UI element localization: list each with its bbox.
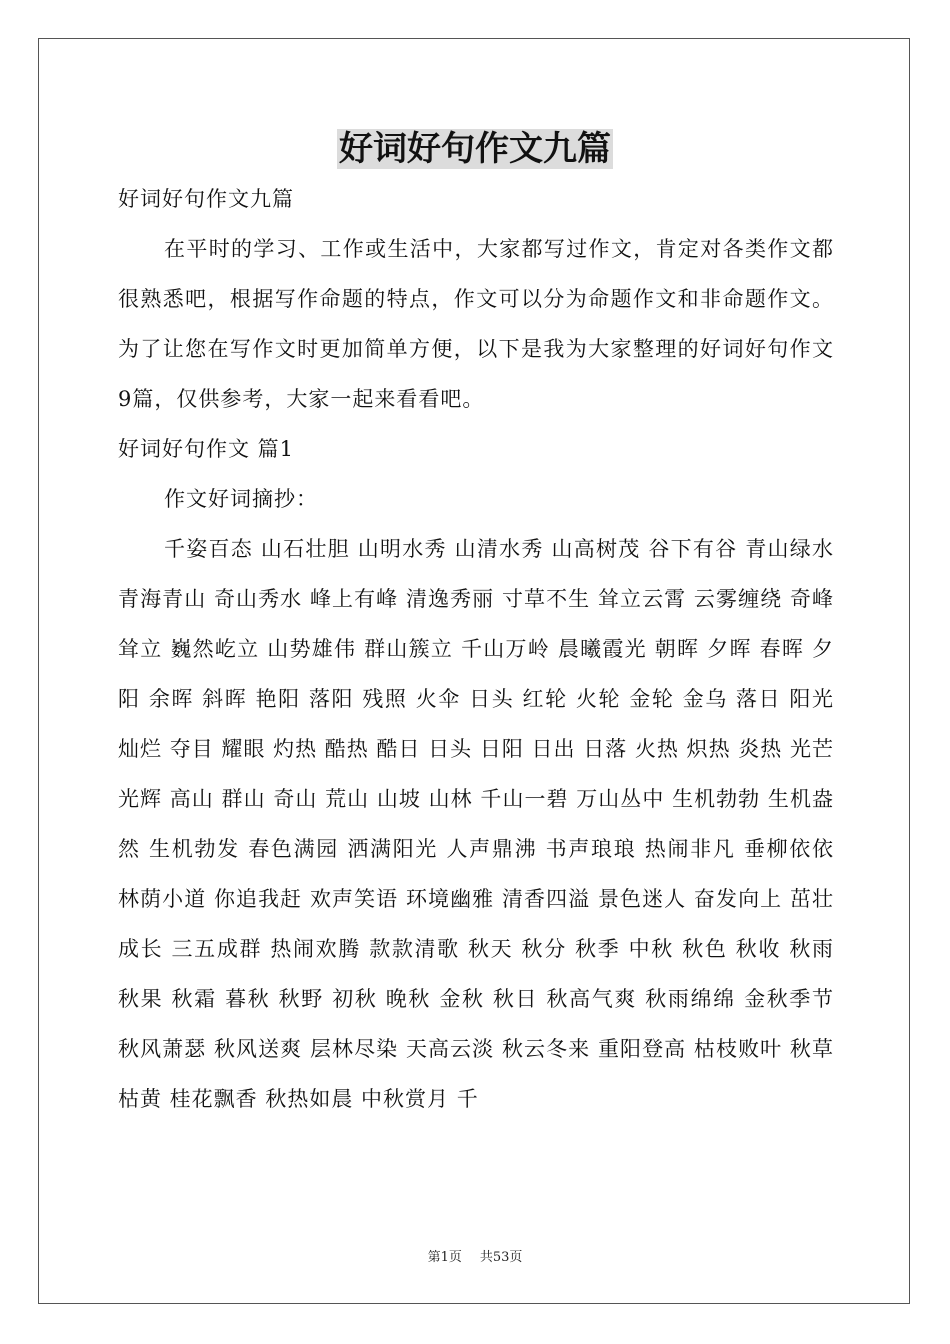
page-number-total: 共53页 xyxy=(479,1250,523,1265)
subtitle-line: 好词好句作文九篇 xyxy=(118,187,294,211)
document-body xyxy=(118,174,834,1124)
intro-paragraph: 在平时的学习、工作或生活中，大家都写过作文，肯定对各类作文都很熟悉吧，根据写作命题的特点，作文可以分为命题作文和非命题作文。为了让您在写作文时更加简单方便，以下是我为大家整理的好词好句作文9篇，仅供参考，大家一起来看看吧。 xyxy=(118,237,834,411)
page-number-current: 第1页 xyxy=(427,1250,462,1265)
section-heading: 好词好句作文 篇1 xyxy=(118,437,295,461)
excerpt-label: 作文好词摘抄： xyxy=(164,487,318,511)
document-title-text: 好词好句作文九篇 xyxy=(339,129,611,169)
word-list-paragraph: 千姿百态 山石壮胆 山明水秀 山清水秀 山高树茂 谷下有谷 青山绿水 青海青山 奇山秀水 峰上有峰 清逸秀丽 寸草不生 耸立云霄 云雾缠绕 奇峰耸立 巍然屹立 山势雄伟 群山簇立 千山万岭 晨曦霞光 朝晖 夕晖 春晖 夕阳 余晖 斜晖 艳阳 落阳 残照 火伞 日头 红轮 火轮 金轮 金乌 落日 阳光 灿烂 夺目 耀眼 灼热 酷热 酷日 日头 日阳 日出 日落 火热 炽热 炎热 光芒 光辉 高山 群山 奇山 荒山 山坡 山林 千山一碧 万山丛中 生机勃勃 生机盎然 生机勃发 春色满园 洒满阳光 人声鼎沸 书声琅琅 热闹非凡 垂柳依依 林荫小道 你追我赶 欢声笑语 环境幽雅 清香四溢 景色迷人 奋发向上 茁壮成长 三五成群 热闹欢腾 款款清歌 秋天 秋分 秋季 中秋 秋色 秋收 秋雨 秋果 秋霜 暮秋 秋野 初秋 晚秋 金秋 秋日 秋高气爽 秋雨绵绵 金秋季节 秋风萧瑟 秋风送爽 层林尽染 天高云淡 秋云冬来 重阳登高 枯枝败叶 秋草枯黄 桂花飘香 秋热如晨 中秋赏月 千 xyxy=(118,537,834,1111)
document-title xyxy=(0,122,950,176)
page-footer xyxy=(0,1246,950,1265)
